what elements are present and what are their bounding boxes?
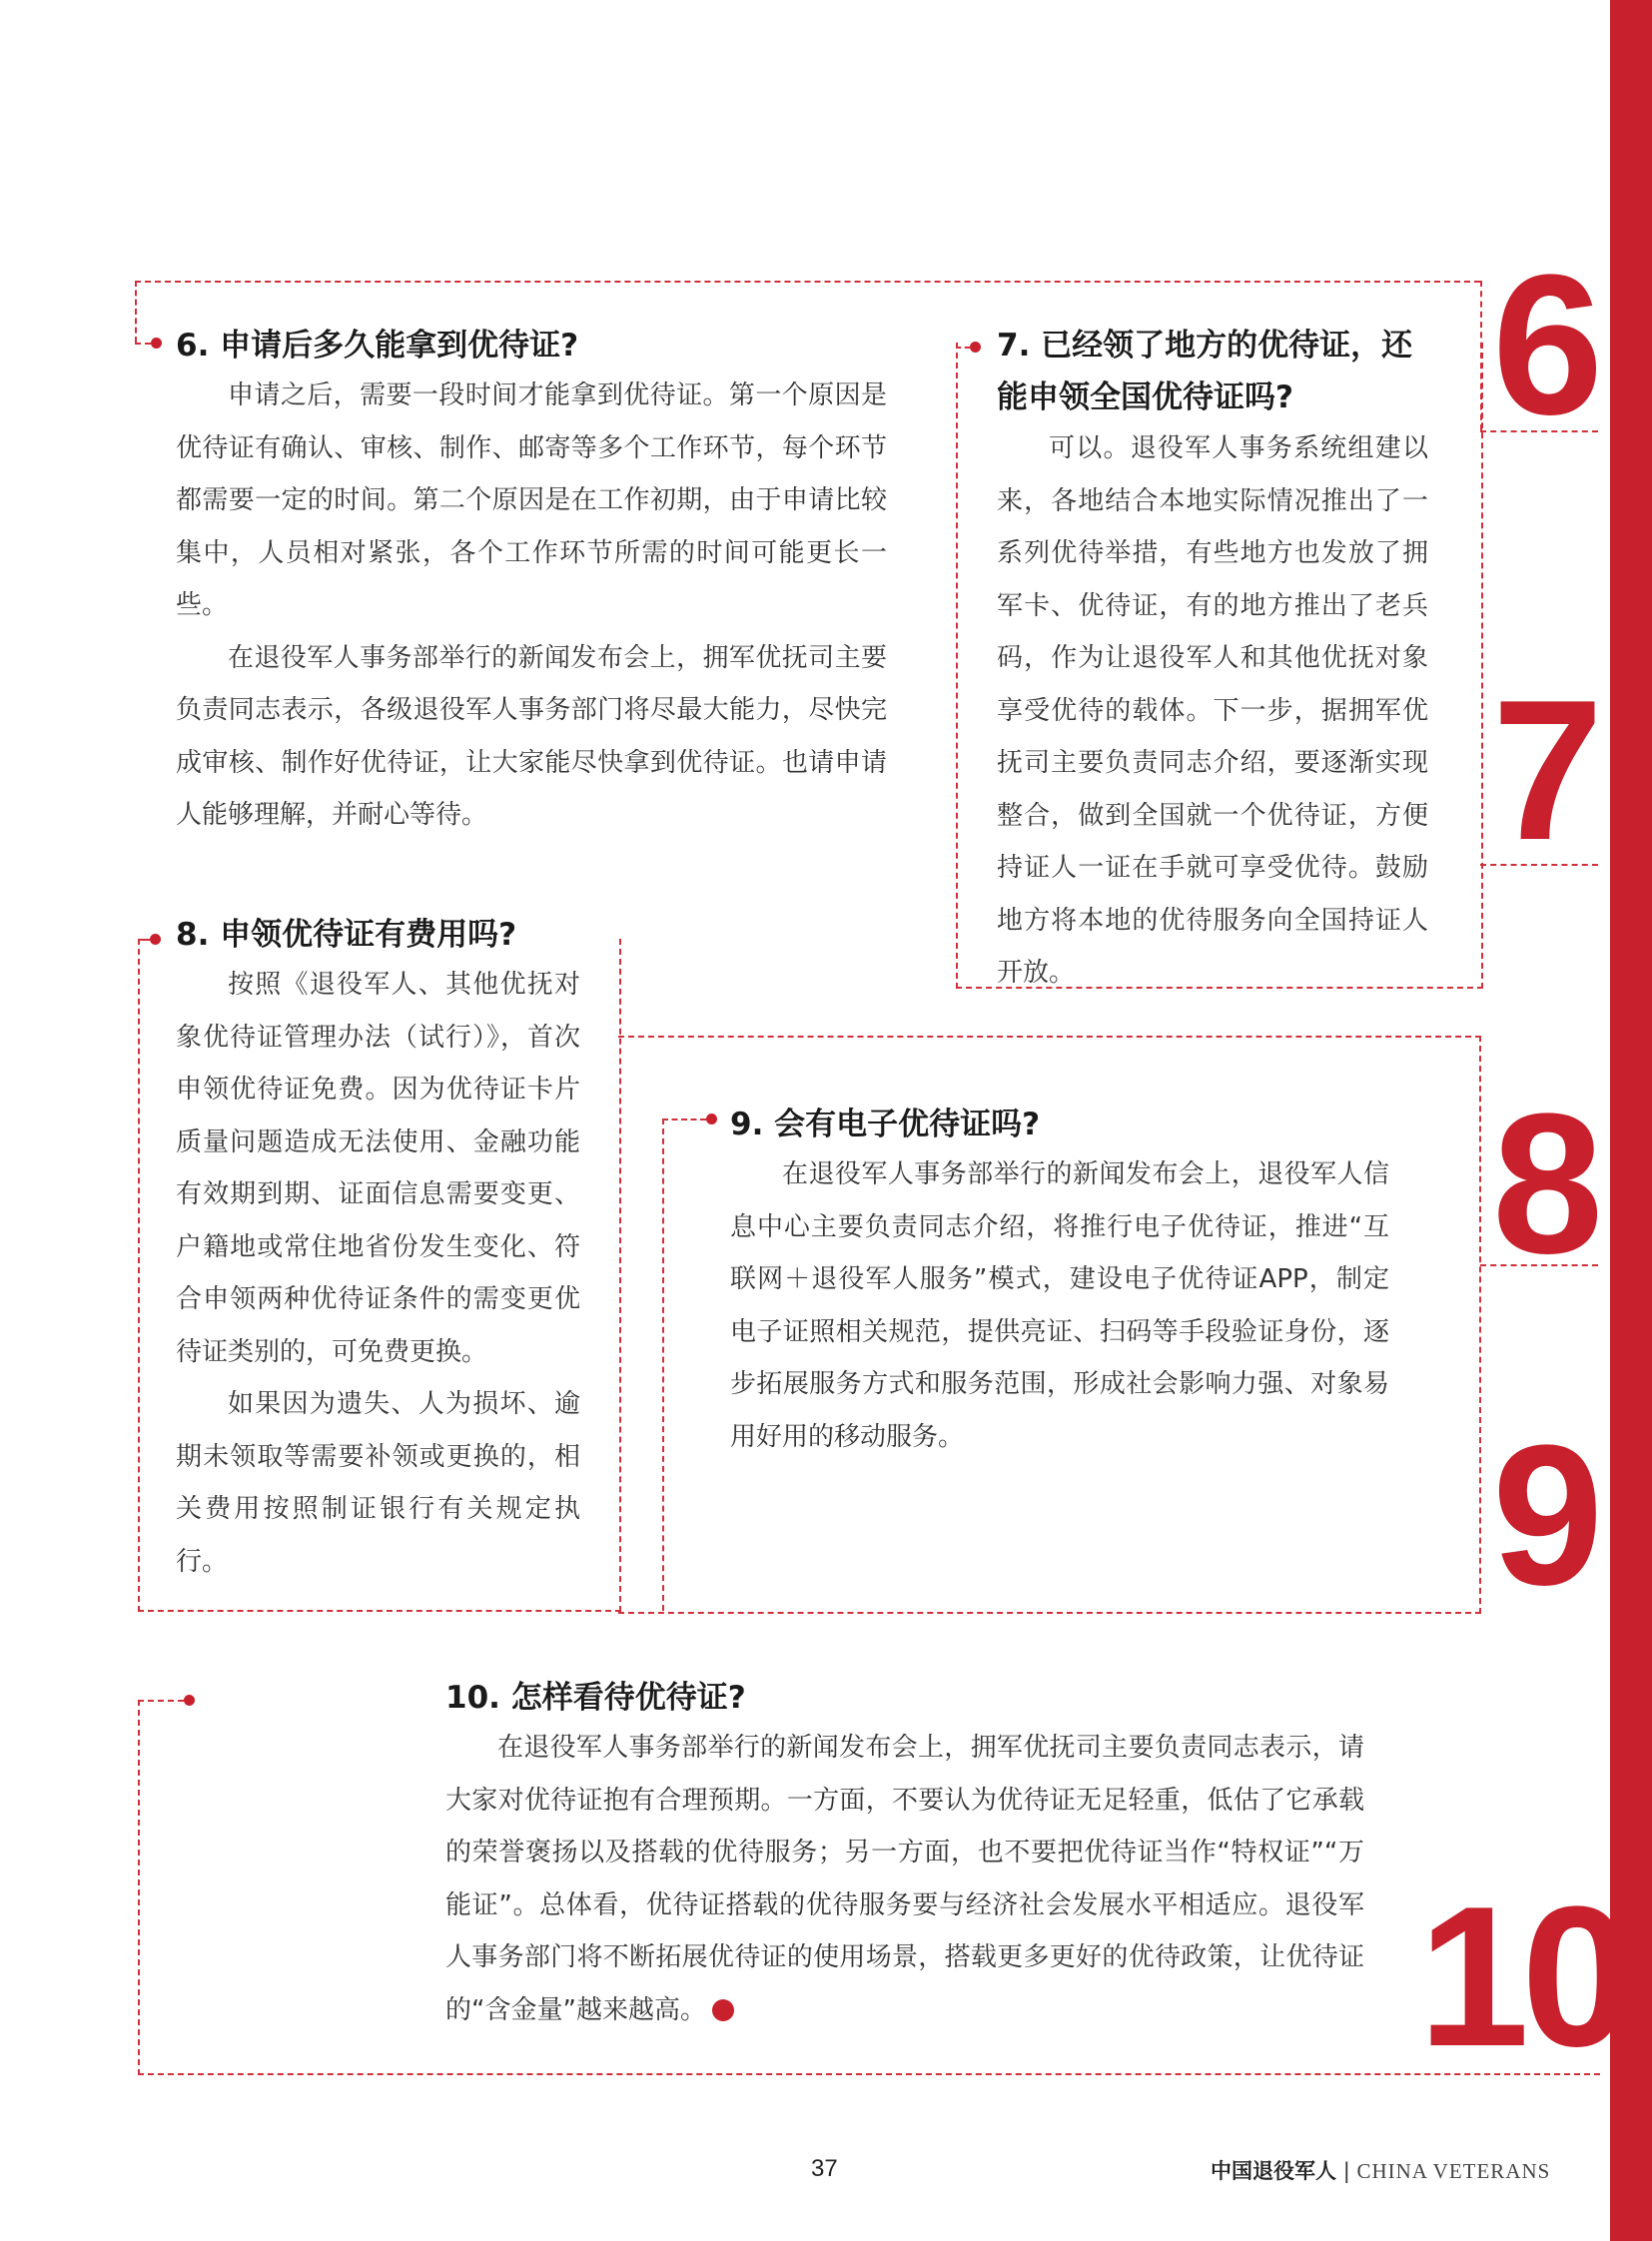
section-8-paragraph-1: 按照《退役军人、其他优抚对象优待证管理办法（试行）》，首次申领优待证免费。因为优待证卡片质量问题造成无法使用、金融功能有效期到期、证面信息需要变更、户籍地或常住地省份发生变化、符合申领两种优待证条件的需变更优待证类别的，可免费更换。 (176, 970, 580, 1367)
section-6-paragraph-1: 申请之后，需要一段时间才能拿到优待证。第一个原因是优待证有确认、审核、制作、邮寄等多个工作环节，每个环节都需要一定的时间。第二个原因是在工作初期，由于申请比较集中，人员相对紧张，各个工作环节所需的时间可能更长一些。 (176, 380, 887, 620)
section-7-body (997, 422, 1428, 1000)
big-number-8: 8 (1492, 1073, 1596, 1295)
section-7-heading-line-2: 能申领全国优待证吗? (997, 379, 1293, 415)
brand-chinese: 中国退役军人 (1211, 2159, 1336, 2183)
section-10-paragraph-text: 在退役军人事务部举行的新闻发布会上，拥军优抚司主要负责同志表示，请大家对优待证抱有合理预期。一方面，不要认为优待证无足轻重，低估了它承载的荣誉褒扬以及搭载的优待服务；另一方面，也不要把优待证当作“特权证”“万能证”。总体看，优待证搭载的优待服务要与经济社会发展水平相适应。退役军人事务部门将不断拓展优待证的使用场景，搭载更多更好的优待政策，让优待证的“含金量”越来越高。 (445, 1733, 1364, 2025)
section-7-hook (956, 347, 970, 349)
frame-section-6-notch (1480, 430, 1598, 432)
brand-english: CHINA VETERANS (1356, 2159, 1551, 2183)
section-9-body (730, 1148, 1389, 1463)
section-9-hook (662, 1119, 706, 1120)
page-number: 37 (811, 2155, 838, 2182)
section-7-heading-line-1: 7. 已经领了地方的优待证，还 (997, 328, 1413, 364)
section-6-marker (151, 338, 162, 349)
brand-separator: | (1342, 2159, 1350, 2183)
section-10-heading: 10. 怎样看待优待证? (445, 1680, 746, 1716)
section-10-marker (184, 1695, 195, 1706)
big-number-10: 10 (1418, 1866, 1625, 2088)
section-8-marker (150, 934, 161, 945)
section-10-paragraph-1 (445, 1722, 1364, 2036)
section-6-heading: 6. 申请后多久能拿到优待证? (176, 328, 579, 364)
section-6-body (176, 370, 887, 842)
section-7-paragraph-1: 可以。退役军人事务系统组建以来，各地结合本地实际情况推出了一系列优待举措，有些地方也发放了拥军卡、优待证，有的地方推出了老兵码，作为让退役军人和其他优抚对象享受优待的载体。下一步，据拥军优抚司主要负责同志介绍，要逐渐实现整合，做到全国就一个优待证，方便持证人一证在手就可享受优待。鼓励地方将本地的优待服务向全国持证人开放。 (997, 433, 1428, 988)
frame-section-6-7-top (135, 281, 1480, 283)
magazine-brand (1211, 2155, 1550, 2185)
frame-section-9-notch (1480, 1264, 1598, 1266)
section-10-hook (138, 1700, 184, 1702)
section-9-marker (706, 1114, 717, 1124)
section-6-hook (135, 343, 151, 345)
section-9-heading: 9. 会有电子优待证吗? (730, 1107, 1041, 1142)
section-10-body (445, 1722, 1364, 2036)
big-number-7: 7 (1492, 659, 1596, 882)
section-7-marker (970, 342, 981, 353)
frame-section-7-notch (1480, 864, 1598, 866)
end-mark-v-icon: V (712, 1999, 734, 2021)
frame-section-9-left (662, 1119, 664, 1611)
section-6-paragraph-2: 在退役军人事务部举行的新闻发布会上，拥军优抚司主要负责同志表示，各级退役军人事务部门将尽最大能力，尽快完成审核、制作好优待证，让大家能尽快拿到优待证。也请申请人能够理解，并耐心等待。 (176, 642, 887, 830)
section-8-paragraph-2: 如果因为遗失、人为损坏、逾期未领取等需要补领或更换的，相关费用按照制证银行有关规定执行。 (176, 1389, 580, 1577)
section-8-hook (138, 939, 150, 941)
big-number-6: 6 (1492, 234, 1596, 456)
section-9-paragraph-1: 在退役军人事务部举行的新闻发布会上，退役军人信息中心主要负责同志介绍，将推行电子优待证，推进“互联网＋退役军人服务”模式，建设电子优待证APP，制定电子证照相关规范，提供亮证、扫码等手段验证身份，逐步拓展服务方式和服务范围，形成社会影响力强、对象易用好用的移动服务。 (730, 1159, 1389, 1452)
big-number-9: 9 (1492, 1404, 1596, 1627)
section-8-heading: 8. 申领优待证有费用吗? (176, 917, 517, 953)
frame-section-6-left (135, 281, 137, 343)
section-8-body (176, 959, 580, 1588)
